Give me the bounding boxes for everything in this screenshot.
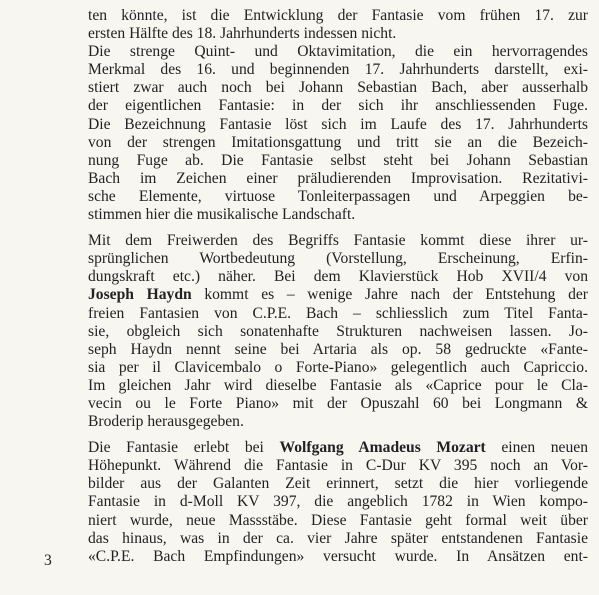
text-segment: Merkmal des 16. und beginnenden 17. Jahrhunderts darstellt, exi- bbox=[88, 61, 588, 79]
text-line bbox=[88, 232, 588, 250]
text-line bbox=[88, 439, 588, 457]
text-segment: bilder aus der Galanten Zeit erinnert, setzt die hier vorliegende bbox=[88, 475, 588, 493]
text-segment: der eigentlichen Fantasie: in der sich ihr anschliessenden Fuge. bbox=[88, 97, 588, 115]
text-segment: vecin ou le Forte Piano» mit der Opuszahl 60 bei Longmann & bbox=[88, 394, 588, 412]
text-segment: niert wurde, neue Massstäbe. Diese Fantasie geht formal weit über bbox=[88, 511, 588, 529]
text-line bbox=[88, 79, 588, 97]
text-line bbox=[88, 286, 588, 304]
text-line bbox=[88, 134, 588, 152]
text-line bbox=[88, 305, 588, 323]
text-line bbox=[88, 377, 588, 395]
text-segment: ersten Hälfte des 18. Jahrhunderts indessen nicht. bbox=[88, 25, 397, 43]
text-line bbox=[88, 359, 588, 377]
text-segment: Fantasie in d-Moll KV 397, die angeblich 1782 in Wien kompo- bbox=[88, 493, 588, 511]
bold-name: Wolfgang Amadeus Mozart bbox=[279, 439, 486, 457]
text-segment: kommt es – wenige Jahre nach der Entstehung der bbox=[191, 286, 588, 304]
text-line bbox=[88, 250, 588, 268]
text-line bbox=[88, 475, 588, 493]
text-line bbox=[88, 97, 588, 115]
text-line bbox=[88, 395, 588, 413]
text-segment: Mit dem Freiwerden des Begriffs Fantasie kommt diese ihrer ur- bbox=[88, 232, 588, 250]
text-segment: das hinaus, was in der ca. vier Jahre später entstandenen Fantasie bbox=[88, 529, 588, 547]
text-segment: einen neuen bbox=[485, 439, 588, 457]
text-segment: seph Haydn nennt seine bei Artaria als op. 58 gedruckte «Fante- bbox=[88, 340, 588, 358]
text-line bbox=[88, 206, 588, 224]
text-segment: ten könnte, ist die Entwicklung der Fantasie vom frühen 17. zur bbox=[88, 7, 588, 24]
text-line bbox=[88, 170, 588, 188]
bold-name: Joseph Haydn bbox=[88, 286, 192, 304]
text-segment: sche Elemente, virtuose Tonleiterpassagen und Arpeggien be- bbox=[88, 187, 588, 205]
text-segment: stimmen hier die musikalische Landschaft. bbox=[88, 206, 356, 224]
text-line bbox=[88, 7, 588, 25]
text-line bbox=[88, 413, 588, 431]
text-segment: freien Fantasien von C.P.E. Bach – schliesslich zum Titel Fanta- bbox=[88, 304, 588, 322]
text-segment: Höhepunkt. Während die Fantasie in C-Dur KV 395 noch an Vor- bbox=[88, 457, 588, 475]
text-segment: stiert zwar auch noch bei Johann Sebastian Bach, aber ausserhalb bbox=[88, 79, 588, 97]
text-segment: Broderip herausgegeben. bbox=[88, 413, 244, 431]
text-line bbox=[88, 61, 588, 79]
text-line bbox=[88, 512, 588, 530]
paragraph bbox=[88, 439, 588, 566]
text-line bbox=[88, 493, 588, 511]
text-segment: Die strenge Quint- und Oktavimitation, die ein hervorragendes bbox=[88, 43, 588, 61]
text-segment: Die Bezeichnung Fantasie löst sich im Laufe des 17. Jahrhunderts bbox=[88, 115, 588, 133]
text-line bbox=[88, 25, 588, 43]
text-segment: von der strengen Imitationsgattung und tritt sie an die Bezeich- bbox=[88, 133, 588, 151]
text-segment: «C.P.E. Bach Empfindungen» versucht wurde. In Ansätzen ent- bbox=[88, 547, 588, 565]
text-segment: Die Fantasie erlebt bei bbox=[88, 439, 280, 457]
paragraph bbox=[88, 232, 588, 431]
text-segment: sie, obgleich sich sonatenhafte Strukturen nachweisen lassen. Jo- bbox=[88, 322, 588, 340]
text-line bbox=[88, 43, 588, 61]
text-segment: dungskraft etc.) näher. Bei dem Klavierstück Hob XVII/4 von bbox=[88, 268, 588, 286]
text-line bbox=[88, 188, 588, 206]
text-line bbox=[88, 341, 588, 359]
text-line bbox=[88, 116, 588, 134]
text-segment: nung Fuge ab. Die Fantasie selbst steht bei Johann Sebastian bbox=[88, 151, 588, 169]
text-segment: Bach im Zeichen einer präludierenden Improvisation. Rezitativi- bbox=[88, 169, 588, 187]
text-line bbox=[88, 530, 588, 548]
text-line bbox=[88, 548, 588, 566]
text-segment: sprünglichen Wortbedeutung (Vorstellung, Erscheinung, Erfin- bbox=[88, 250, 588, 268]
text-line bbox=[88, 268, 588, 286]
text-segment: sia per il Clavicembalo o Forte-Piano» gelegentlich auch Capriccio. bbox=[88, 358, 588, 376]
text-line bbox=[88, 323, 588, 341]
text-line bbox=[88, 457, 588, 475]
text-segment: Im gleichen Jahr wird dieselbe Fantasie als «Caprice pour le Cla- bbox=[88, 376, 588, 394]
body-text bbox=[88, 7, 588, 566]
text-line bbox=[88, 152, 588, 170]
paragraph bbox=[88, 7, 588, 224]
page-number: 3 bbox=[44, 552, 52, 569]
